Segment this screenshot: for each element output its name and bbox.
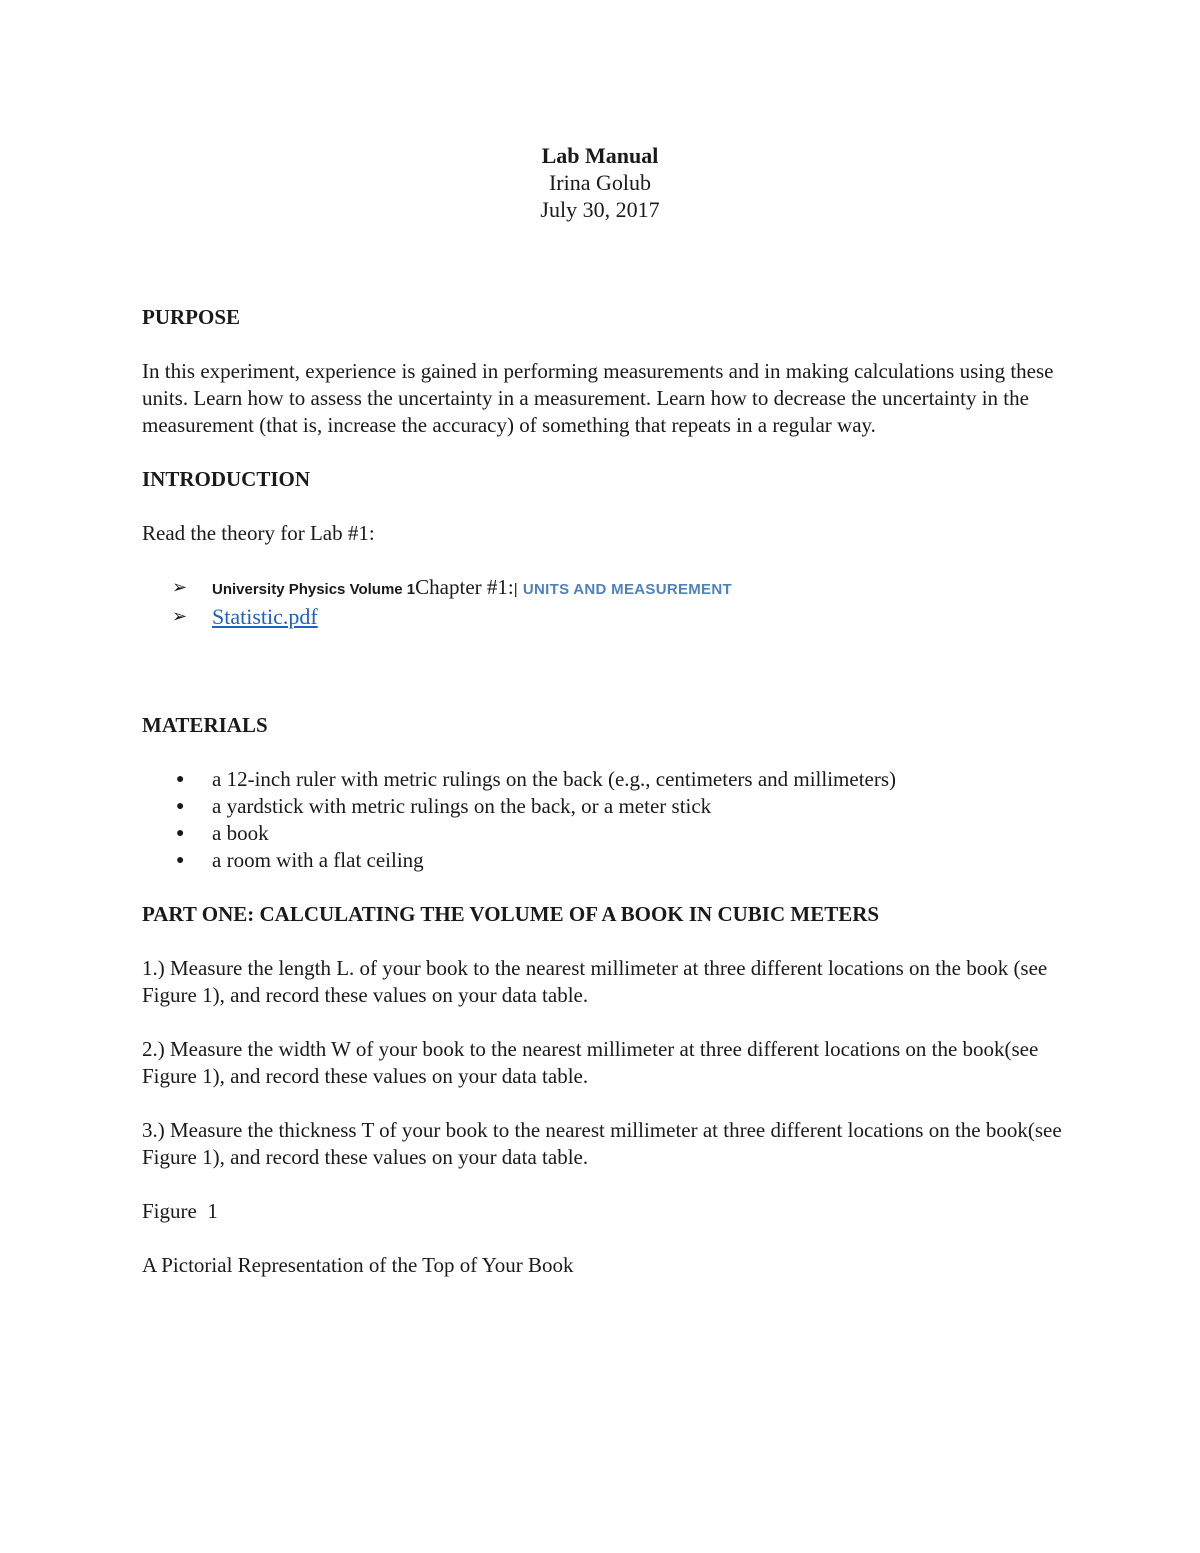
arrow-bullet-icon: ➢ xyxy=(172,577,188,597)
purpose-heading: PURPOSE xyxy=(142,305,241,329)
bullet-icon: ● xyxy=(176,799,185,814)
textbook-title: University Physics Volume 1 xyxy=(212,581,416,598)
list-item xyxy=(172,793,1062,820)
introduction-text: Read the theory for Lab #1: xyxy=(142,521,375,545)
material-text: a yardstick with metric rulings on the back, or a meter stick xyxy=(212,794,712,818)
reading-item-textbook xyxy=(172,574,1062,603)
step-2-text: 2.) Measure the width W of your book to the nearest millimeter at three different locations on the book(see Figure 1), and record these values on your data table. xyxy=(142,1037,1039,1088)
ref-separator: | xyxy=(513,581,518,598)
title-block xyxy=(0,142,1200,223)
material-text: a book xyxy=(212,821,269,845)
document-body xyxy=(142,304,1062,1306)
arrow-bullet-icon: ➢ xyxy=(172,606,188,626)
bullet-icon: ● xyxy=(176,826,185,841)
introduction-heading: INTRODUCTION xyxy=(142,467,311,491)
spacer xyxy=(142,631,1062,712)
bullet-icon: ● xyxy=(176,853,185,868)
document-date: July 30, 2017 xyxy=(540,197,660,222)
materials-heading: MATERIALS xyxy=(142,713,268,737)
list-item xyxy=(172,766,1062,793)
reading-list xyxy=(172,574,1062,631)
purpose-text: In this experiment, experience is gained in performing measurements and in making calculations using these units. Learn how to assess the uncertainty in a measurement. Learn how to decrease the uncertainty in the measurement (that is, increase the accuracy) of something that repeats in a regular way. xyxy=(142,359,1054,437)
list-item xyxy=(172,820,1062,847)
reading-item-statistic xyxy=(172,603,1062,631)
document-title: Lab Manual xyxy=(541,143,659,168)
list-item xyxy=(172,847,1062,874)
statistic-pdf-link[interactable]: Statistic.pdf xyxy=(212,604,318,629)
part-one-heading: PART ONE: CALCULATING THE VOLUME OF A BOOK IN CUBIC METERS xyxy=(142,902,880,926)
materials-list xyxy=(172,766,1062,874)
step-3-text: 3.) Measure the thickness T of your book to the nearest millimeter at three different locations on the book(see Figure 1), and record these values on your data table. xyxy=(142,1118,1062,1169)
material-text: a 12-inch ruler with metric rulings on the back (e.g., centimeters and millimeters) xyxy=(212,767,897,791)
bullet-icon: ● xyxy=(176,772,185,787)
material-text: a room with a flat ceiling xyxy=(212,848,424,872)
figure-label: Figure 1 xyxy=(142,1199,218,1223)
chapter-section-title: UNITS AND MEASUREMENT xyxy=(522,581,732,598)
figure-caption: A Pictorial Representation of the Top of Your Book xyxy=(142,1253,574,1277)
chapter-label: Chapter #1: xyxy=(415,575,514,599)
author-name: Irina Golub xyxy=(548,170,652,195)
step-1-text: 1.) Measure the length L. of your book to the nearest millimeter at three different locations on the book (see Figure 1), and record these values on your data table. xyxy=(142,956,1048,1007)
